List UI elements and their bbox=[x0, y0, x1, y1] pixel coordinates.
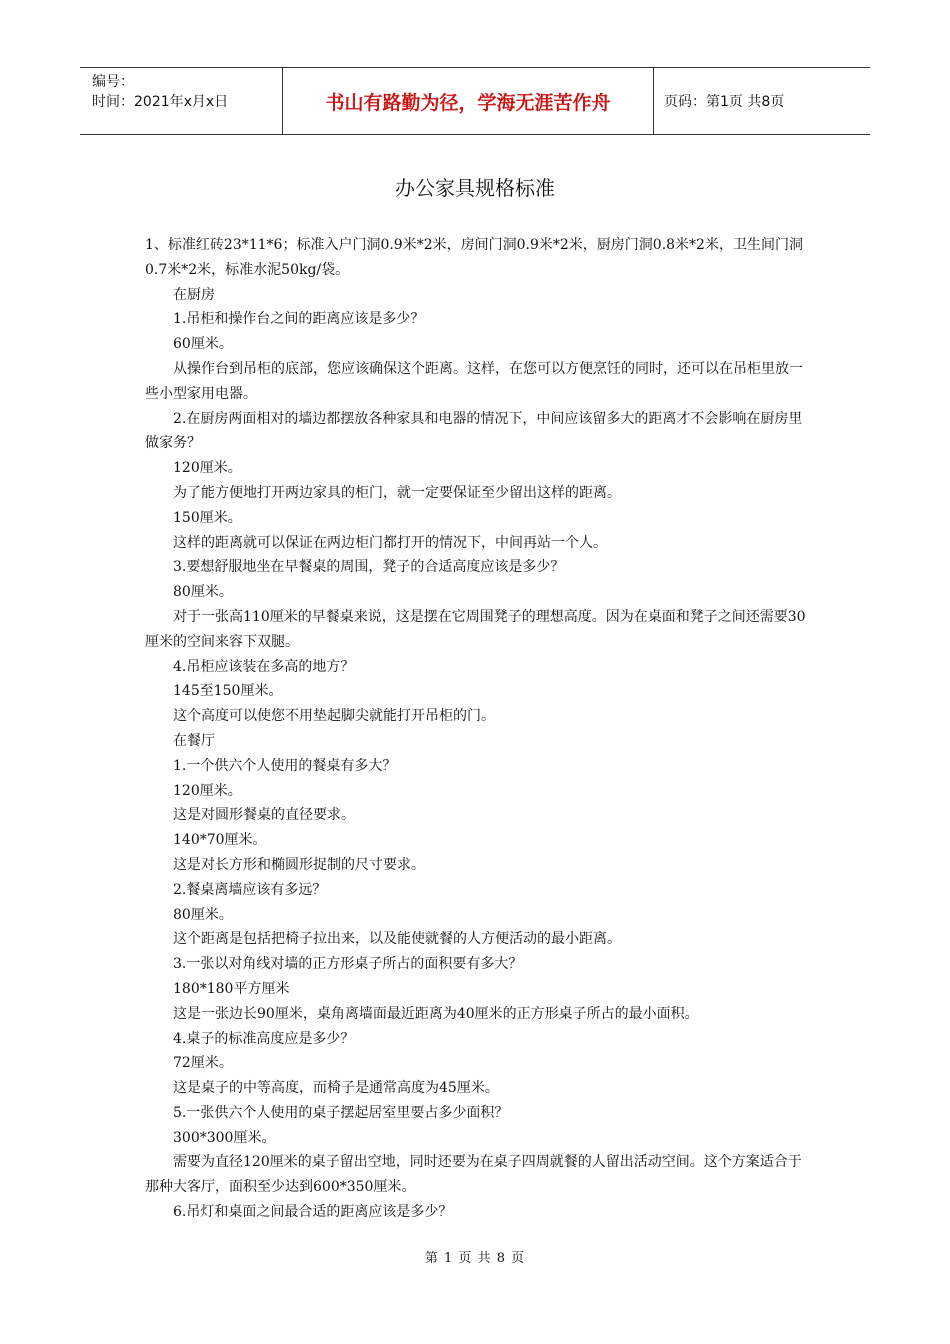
explanation: 这样的距离就可以保证在两边柜门都打开的情况下，中间再站一个人。 bbox=[173, 534, 607, 551]
question: 1.一个供六个人使用的餐桌有多大？ bbox=[173, 757, 397, 774]
question: 6.吊灯和桌面之间最合适的距离应该是多少？ bbox=[173, 1204, 453, 1221]
question: 1.吊柜和操作台之间的距离应该是多少？ bbox=[173, 311, 425, 328]
explanation: 对于一张高110厘米的早餐桌来说，这是摆在它周围凳子的理想高度。因为在桌面和凳子之间还需要30厘米的空间来容下双腿。 bbox=[145, 608, 806, 650]
answer: 180*180平方厘米 bbox=[173, 980, 290, 997]
explanation: 这是一张边长90厘米，桌角离墙面最近距离为40厘米的正方形桌子所占的最小面积。 bbox=[173, 1005, 699, 1022]
explanation: 这是对圆形餐桌的直径要求。 bbox=[173, 807, 355, 824]
header-motto: 书山有路勤为径，学海无涯苦作舟 bbox=[282, 68, 654, 134]
question: 3.一张以对角线对墙的正方形桌子所占的面积要有多大？ bbox=[173, 956, 523, 973]
body-paragraph: 1、标准红砖23*11*6；标准入户门洞0.9米*2米，房间门洞0.9米*2米，厨房门洞0.8米*2米，卫生间门洞0.7米*2米，标准水泥50kg/袋。 bbox=[145, 237, 803, 278]
page-footer: 第 1 页 共 8 页 bbox=[424, 1251, 526, 1266]
answer: 300*300厘米。 bbox=[173, 1129, 276, 1146]
page-header bbox=[80, 67, 870, 135]
explanation: 这是桌子的中等高度，而椅子是通常高度为45厘米。 bbox=[173, 1080, 499, 1097]
explanation: 这个高度可以使您不用垫起脚尖就能打开吊柜的门。 bbox=[173, 708, 495, 725]
answer: 72厘米。 bbox=[173, 1055, 233, 1072]
explanation: 需要为直径120厘米的桌子留出空地，同时还要为在桌子四周就餐的人留出活动空间。这个方案适合于那种大客厅，面积至少达到600*350厘米。 bbox=[145, 1154, 802, 1196]
answer: 60厘米。 bbox=[173, 336, 233, 353]
question: 5.一张供六个人使用的桌子摆起居室里要占多少面积？ bbox=[173, 1104, 509, 1121]
answer: 120厘米。 bbox=[173, 460, 242, 477]
document-date-label: 时间：2021年x月x日 bbox=[92, 94, 229, 110]
explanation: 从操作台到吊柜的底部，您应该确保这个距离。这样，在您可以方便烹饪的同时，还可以在吊柜里放一些小型家用电器。 bbox=[145, 360, 803, 402]
question: 2.在厨房两面相对的墙边都摆放各种家具和电器的情况下，中间应该留多大的距离才不会影响在厨房里做家务？ bbox=[145, 410, 803, 452]
header-meta bbox=[80, 68, 282, 134]
answer: 145至150厘米。 bbox=[173, 683, 283, 700]
question: 2.餐桌离墙应该有多远？ bbox=[173, 881, 327, 898]
answer: 80厘米。 bbox=[173, 584, 233, 601]
question: 4.桌子的标准高度应是多少？ bbox=[173, 1030, 355, 1047]
explanation: 这是对长方形和椭圆形捉制的尺寸要求。 bbox=[173, 856, 425, 873]
document-body bbox=[145, 233, 810, 1225]
answer: 150厘米。 bbox=[173, 509, 242, 526]
explanation: 为了能方便地打开两边家具的柜门，就一定要保证至少留出这样的距离。 bbox=[173, 484, 621, 501]
explanation: 这个距离是包括把椅子拉出来，以及能使就餐的人方便活动的最小距离。 bbox=[173, 931, 621, 948]
section-heading: 在厨房 bbox=[173, 286, 215, 303]
answer: 140*70厘米。 bbox=[173, 832, 267, 849]
answer: 120厘米。 bbox=[173, 782, 242, 799]
document-title: 办公家具规格标准 bbox=[395, 176, 555, 200]
document-number-label: 编号： bbox=[92, 74, 134, 90]
answer: 80厘米。 bbox=[173, 906, 233, 923]
header-page-info: 页码：第1页 共8页 bbox=[664, 94, 785, 110]
question: 3.要想舒服地坐在早餐桌的周围，凳子的合适高度应该是多少？ bbox=[173, 559, 565, 576]
question: 4.吊柜应该装在多高的地方？ bbox=[173, 658, 355, 675]
section-heading: 在餐厅 bbox=[173, 732, 215, 749]
